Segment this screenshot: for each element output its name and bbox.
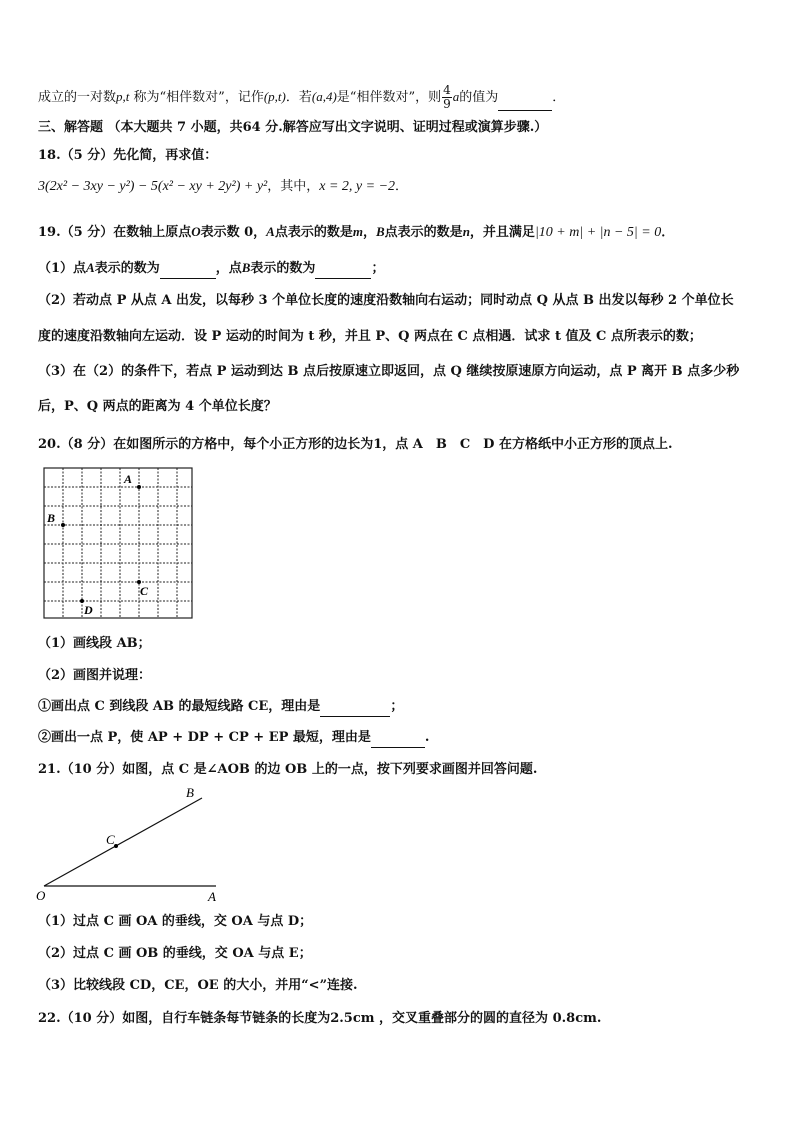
section-3-header: 三、解答题 （本大题共 7 小题，共64 分.解答应写出文字说明、证明过程或演算步骤.） (38, 120, 548, 135)
q17-text-3: ．若 (285, 90, 312, 105)
q20-sub2a (38, 697, 403, 717)
q19-s1-text-5: ； (371, 261, 385, 276)
q19-text-2: 表示数 0， (200, 225, 267, 240)
q19-sub3-line1: （3）在（2）的条件下，若点 P 运动到达 B 点后按原速立即返回，点 Q 继续按原速原方向运动，点 P 离开 B 点多少秒 (38, 364, 740, 379)
q19-var-A: A (266, 224, 275, 239)
q20-s2b-blank[interactable] (371, 733, 425, 748)
q19-s1-text-1: （1）点 (38, 261, 87, 276)
grid-lines (44, 468, 192, 618)
label-o: O (36, 888, 46, 903)
q19-var-O: O (191, 224, 201, 239)
q18-expression (38, 177, 408, 197)
q17-answer-blank[interactable] (498, 96, 552, 111)
q19-sub2-line2: 度的速度沿数轴向左运动．设 P 运动的时间为 t 秒，并且 P、Q 两点在 C 点相遇．试求 t 值及 C 点所表示的数； (38, 329, 702, 344)
q17-pair-a4: (a,4) (311, 89, 337, 104)
q19-sub2-line1: （2）若动点 P 从点 A 出发，以每秒 3 个单位长度的速度沿数轴向右运动；同时动点 Q 从点 B 出发以每秒 2 个单位长 (38, 293, 734, 308)
q18-end: ． (395, 179, 409, 194)
point-d-label: D (84, 603, 93, 617)
point-a-dot (137, 485, 141, 489)
q19-s1-var-A: A (86, 260, 95, 275)
q21-sub1: （1）过点 C 画 OA 的垂线，交 OA 与点 D； (38, 914, 313, 929)
q20-s2b-end: . (424, 730, 430, 745)
q18-head: 18.（5 分）先化简，再求值： (38, 148, 218, 163)
point-b-label: B (47, 511, 56, 525)
q17-frac-num: 4 (443, 83, 451, 97)
q19-s1-text-3: ，点 (215, 261, 242, 276)
q19-s1-blank-b[interactable] (315, 264, 371, 279)
q19-text-7: ． (661, 225, 675, 240)
point-a-label: A (124, 472, 133, 486)
q19-var-m: m (352, 224, 363, 239)
q17-var-a: a (452, 89, 460, 104)
q19-text-1: 19.（5 分）在数轴上原点 (38, 225, 192, 240)
q18-mid: ，其中， (267, 179, 320, 194)
q19-s1-blank-a[interactable] (160, 264, 216, 279)
q19-text-6: ，并且满足 (469, 225, 535, 240)
q17-pair-pt: (p,t) (263, 89, 286, 104)
q20-s2a-end: ； (390, 699, 404, 714)
q18-expr: 3(2x² − 3xy − y²) − 5(x² − xy + 2y²) + y² (38, 179, 268, 194)
q19-text-4: ， (362, 225, 376, 240)
q20-sub2: （2）画图并说理： (38, 668, 152, 683)
q19-sub1 (38, 258, 384, 279)
q17-text-2: 称为“相伴数对”，记作 (129, 90, 264, 105)
q17-text-4: 是“相伴数对”，则 (336, 90, 442, 105)
q19-var-n: n (462, 224, 470, 239)
label-c: C (106, 832, 115, 847)
q21-head: 21.（10 分）如图，点 C 是∠AOB 的边 OB 上的一点，按下列要求画图并回答问题. (38, 762, 538, 777)
q17-fraction (442, 84, 452, 111)
q22-head: 22.（10 分）如图，自行车链条每节链条的长度为2.5cm ，交叉重叠部分的圆的直径为 0.8cm. (38, 1011, 602, 1026)
q20-sub1: （1）画线段 AB； (38, 636, 151, 651)
q20-sub2b (38, 728, 429, 748)
q19-var-B: B (376, 224, 385, 239)
q20-head: 20.（8 分）在如图所示的方格中，每个小正方形的边长为1，点 A B C D 在方格纸中小正方形的顶点上. (38, 437, 673, 452)
q17-text-6: ． (552, 90, 566, 105)
q20-s2a-text: ①画出点 C 到线段 AB 的最短线路 CE，理由是 (38, 699, 321, 714)
q18-cond: x = 2, y = −2 (319, 179, 396, 194)
q21-angle-figure (34, 784, 224, 906)
point-b-dot (61, 523, 65, 527)
q17-tail (38, 84, 565, 111)
q20-s2b-text: ②画出一点 P，使 AP + DP + CP + EP 最短，理由是 (38, 730, 371, 745)
q20-s2a-blank[interactable] (320, 702, 390, 717)
q17-text-1: 成立的一对数 (38, 90, 117, 105)
q17-frac-den: 9 (443, 97, 451, 111)
q19-sub3-line2: 后，P、Q 两点的距离为 4 个单位长度？ (38, 399, 277, 414)
q17-text-5: 的值为 (459, 90, 499, 105)
q19-text-3: 点表示的数是 (274, 225, 353, 240)
q21-sub2: （2）过点 C 画 OB 的垂线，交 OA 与点 E； (38, 946, 312, 961)
q19-head (38, 222, 674, 243)
q21-sub3: （3）比较线段 CD，CE，OE 的大小，并用“<”连接. (38, 978, 358, 993)
point-c-label: C (140, 584, 149, 598)
q19-s1-text-2: 表示的数为 (94, 261, 160, 276)
q17-var-pt: p,t (116, 89, 130, 104)
label-a: A (208, 889, 216, 904)
q20-grid-figure (40, 464, 196, 622)
label-b: B (186, 785, 194, 800)
q19-condition: |10 + m| + |n − 5| = 0 (534, 225, 662, 240)
q19-text-5: 点表示的数是 (384, 225, 463, 240)
ray-ob (44, 798, 202, 886)
q19-s1-var-B: B (241, 260, 251, 275)
q19-s1-text-4: 表示的数为 (250, 261, 316, 276)
grid-border (44, 468, 192, 618)
